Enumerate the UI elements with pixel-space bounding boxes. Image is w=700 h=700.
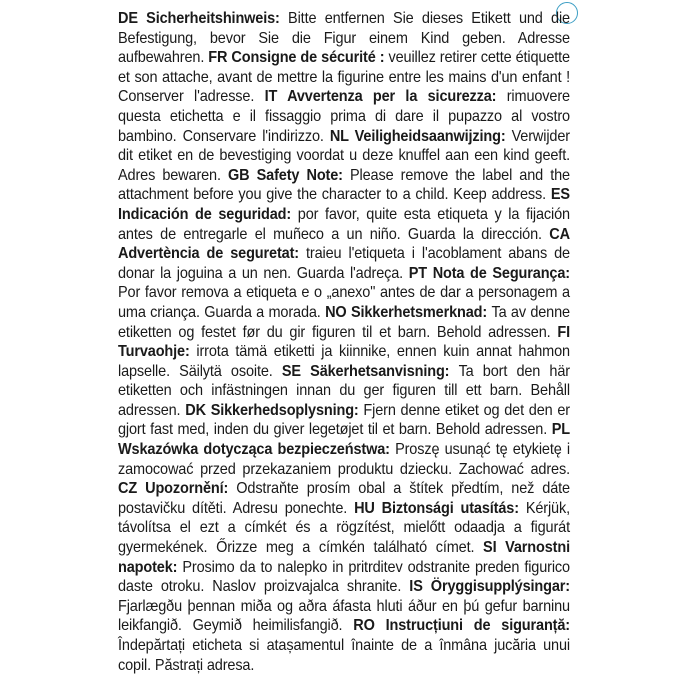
section-heading: CZ Upozornění:	[118, 480, 237, 498]
section-heading: SI Varnostni napotek:	[118, 539, 570, 576]
section-body: Prosimo da to nalepko in pritrditev odstranite preden figurico daste otroku. Naslov proizvajalca shranite.	[118, 558, 570, 596]
section-body: Verwijder dit etiket en de bevestiging voordat u deze knuffel aan een kind geeft. Adres bewaren.	[118, 127, 570, 184]
section-heading: ES Indicación de seguridad:	[118, 186, 570, 223]
section-body: Ta av denne etiketten og festet før du gir figuren til et barn. Behold adressen.	[118, 303, 570, 341]
section-body: irrota tämä etiketti ja kiinnike, ennen kuin annat hahmon lapselle. Säilytä osoite.	[118, 343, 570, 380]
section-heading: FI Turvaohje:	[118, 323, 570, 361]
section-heading: IS Öryggisupplýsingar:	[409, 578, 570, 596]
section-body: Îndepărtați eticheta si atașamentul înainte de a înmâna jucăria unui copil. Păstrați adresa.	[118, 637, 570, 674]
section-heading: PL Wskazówka dotycząca bezpieczeństwa:	[118, 421, 570, 459]
section-body: traieu l'etiqueta i l'acoblament abans de donar la joguina a un nen. Guarda l'adreça.	[118, 245, 570, 282]
section-heading: IT Avvertenza per la sicurezza:	[264, 88, 507, 106]
section-body: Odstraňte prosím obal a štítek předtím, než dáte postavičku dítěti. Adresu ponechte.	[118, 480, 570, 517]
section-heading: SE Säkerhetsanvisning:	[281, 362, 459, 380]
section-heading: GB Safety Note:	[228, 166, 351, 184]
section-body: por favor, quite esta etiqueta y la fijación antes de entregarle el muñeco a un niño. Guarda la dirección.	[118, 205, 570, 243]
section-body: Kérjük, távolítsa el ezt a címkét és a rögzítést, mielőtt odaadja a figurát gyermekének. Őrizze meg a címkén található címet.	[118, 499, 570, 557]
section-heading: RO Instrucțiuni de siguranță:	[353, 617, 570, 635]
section-heading: FR Consigne de sécurité :	[208, 49, 389, 67]
section-body: Fjern denne etiket og det den er gjort fast med, inden du giver legetøjet til et barn. Behold adressen.	[118, 401, 570, 439]
section-heading: HU Biztonsági utasítás:	[354, 499, 526, 517]
section-body: Fjarlægðu þennan miða og aðra áfasta hluti áður en þú gefur barninu leikfangið. Geymið heimilisfangið.	[118, 597, 570, 635]
section-body: rimuovere questa etichetta e il fissaggio prima di dare il pupazzo al vostro bambino. Conservare l'indirizzo.	[118, 88, 570, 145]
section-body: Bitte entfernen Sie dieses Etikett und die Befestigung, bevor Sie die Figur einem Kind geben. Adresse aufbewahren.	[118, 10, 570, 67]
safety-text	[118, 9, 570, 675]
section-heading: NO Sikkerhetsmerknad:	[325, 303, 492, 321]
section-body: veuillez retirer cette étiquette et son attache, avant de mettre la figurine entre les mains d'un enfant ! Conserver l'adresse.	[118, 49, 570, 106]
section-heading: PT Nota de Segurança:	[408, 264, 570, 282]
section-heading: CA Advertència de seguretat:	[118, 225, 570, 263]
section-body: Proszę usunąć tę etykietę i zamocować przed przekazaniem produktu dziecku. Zachować adres.	[118, 441, 570, 478]
section-body: Ta bort den här etiketten och infästningen innan du ger figuren till ett barn. Behåll adressen.	[118, 362, 570, 419]
section-heading: DE Sicherheitshinweis:	[118, 10, 289, 27]
section-heading: DK Sikkerhedsoplysning:	[185, 401, 364, 419]
section-heading: NL Veiligheidsaanwijzing:	[329, 127, 512, 145]
section-body: Por favor remova a etiqueta e o „anexo" antes de dar a personagem a uma criança. Guarda a morada.	[118, 284, 570, 321]
section-body: Please remove the label and the attachment before you give the character to a child. Keep address.	[118, 166, 570, 204]
